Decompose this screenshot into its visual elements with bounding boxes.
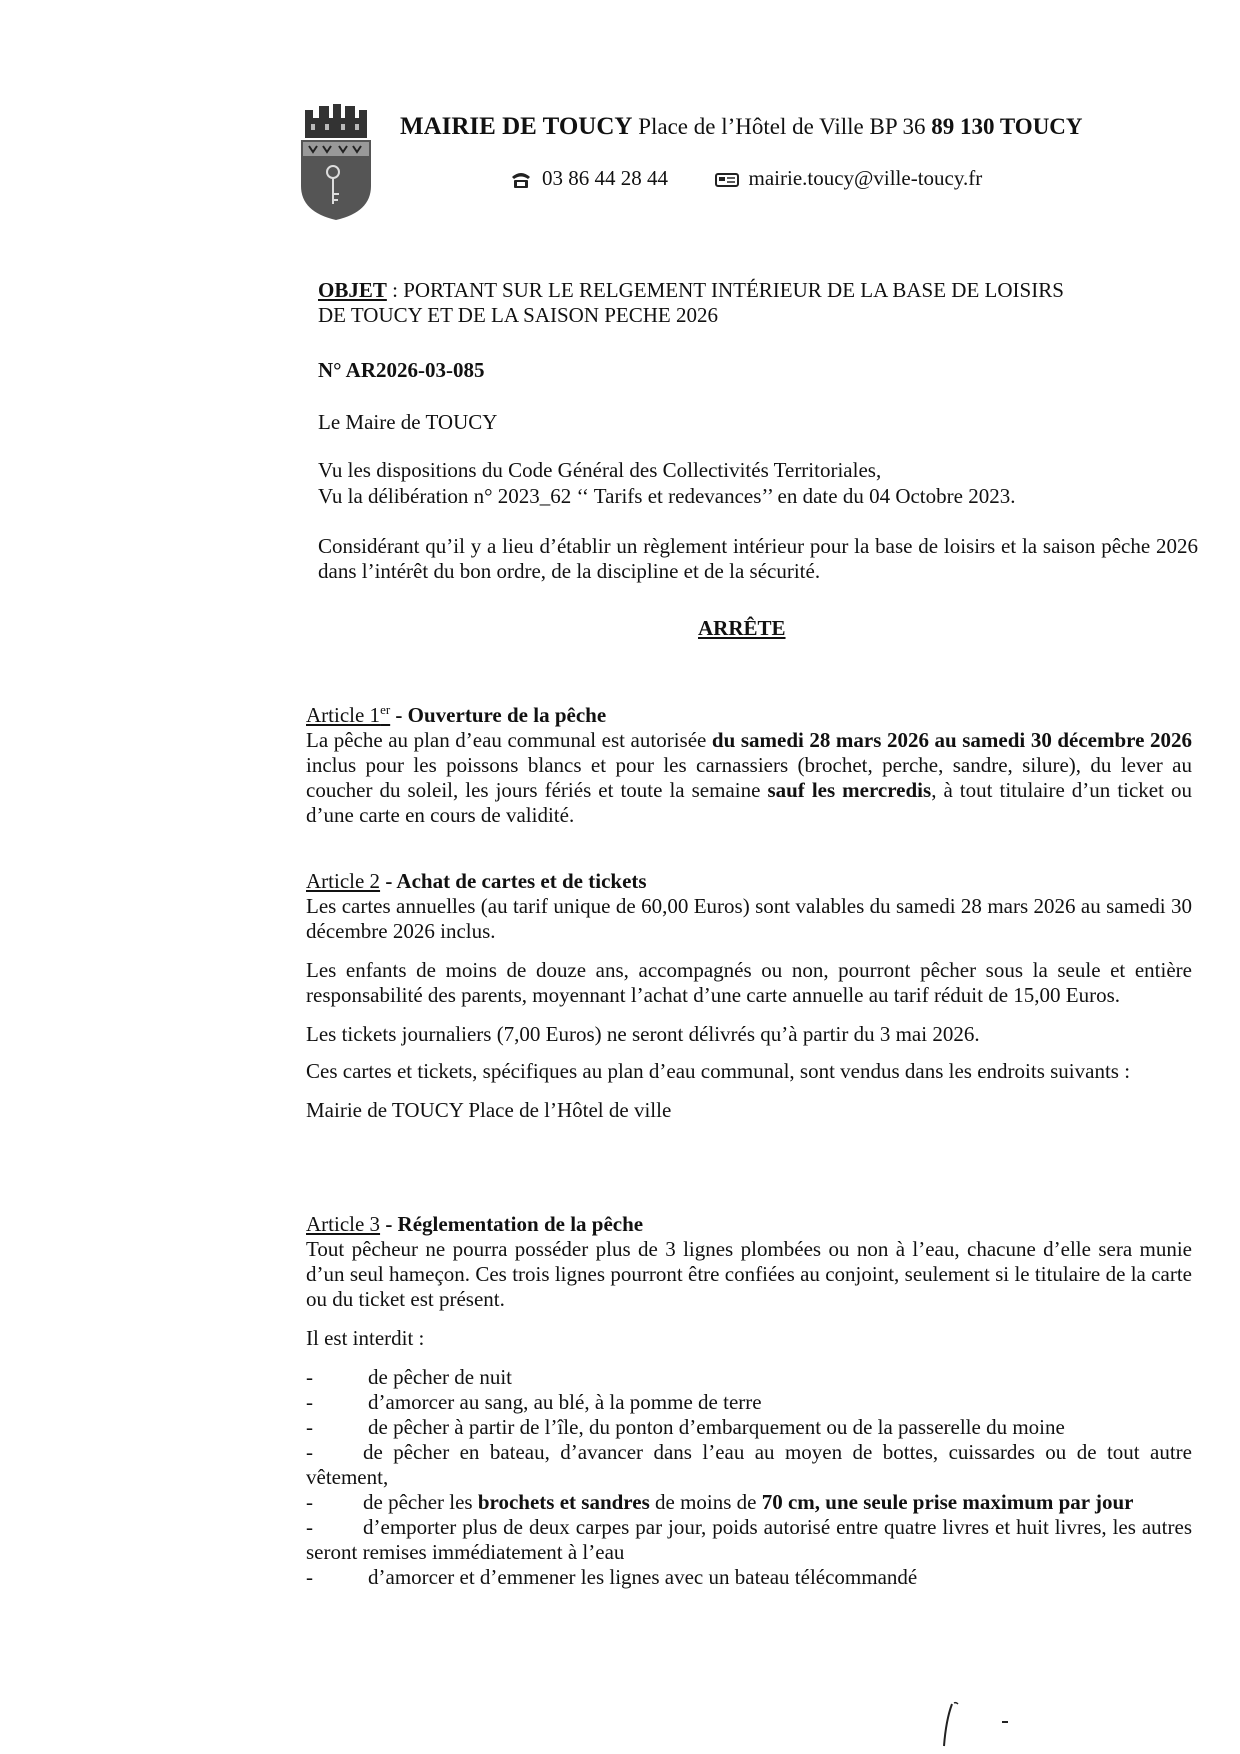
coat-of-arms-icon bbox=[297, 104, 375, 222]
email-address: mairie.toucy@ville-toucy.fr bbox=[748, 166, 983, 190]
list-item: - d’amorcer au sang, au blé, à la pomme de terre bbox=[306, 1390, 762, 1414]
considerant: Considérant qu’il y a lieu d’établir un règlement intérieur pour la base de loisirs et la saison pêche 2026 dans l’intérêt du bon ordre, de la discipline et de la sécurité. bbox=[318, 534, 1198, 583]
article-1-title: - Ouverture de la pêche bbox=[390, 703, 607, 727]
phone-icon bbox=[510, 171, 532, 189]
list-item: - d’amorcer et d’emmener les lignes avec un bateau télécommandé bbox=[306, 1565, 918, 1589]
article-2-label: Article 2 bbox=[306, 869, 381, 893]
article-2-para-1: Les cartes annuelles (au tarif unique de 60,00 Euros) sont valables du samedi 28 mars 2026 au samedi 30 décembre 2026 inclus. bbox=[306, 894, 1192, 943]
forbidden-list bbox=[306, 1365, 1192, 1590]
mail-icon bbox=[715, 172, 739, 188]
list-item: - de pêcher en bateau, d’avancer dans l’eau au moyen de bottes, cuissardes ou de tout autre vêtement, bbox=[306, 1440, 1192, 1489]
article-2-heading bbox=[306, 869, 1192, 894]
article-1-heading bbox=[306, 697, 1192, 728]
town-title: MAIRIE DE TOUCY bbox=[400, 113, 633, 140]
address: Place de l’Hôtel de Ville BP 36 bbox=[638, 114, 926, 139]
article-1-label: Article 1er bbox=[306, 702, 391, 727]
article-2-para-4: Ces cartes et tickets, spécifiques au plan d’eau communal, sont vendus dans les endroits suivants : bbox=[306, 1059, 1131, 1083]
subject-text-line1: : PORTANT SUR LE RELGEMENT INTÉRIEUR DE LA BASE DE LOISIRS bbox=[386, 278, 1064, 302]
phone-number: 03 86 44 28 44 bbox=[542, 166, 668, 190]
subject-text-line2: DE TOUCY ET DE LA SAISON PECHE 2026 bbox=[318, 303, 718, 327]
article-3-heading bbox=[306, 1212, 1192, 1237]
list-item: - de pêcher de nuit bbox=[306, 1365, 513, 1389]
header-title bbox=[400, 114, 1083, 139]
article-3 bbox=[306, 1212, 1192, 1590]
list-item: - de pêcher les brochets et sandres de moins de 70 cm, une seule prise maximum par jour bbox=[306, 1490, 1134, 1514]
article-3-label: Article 3 bbox=[306, 1212, 381, 1236]
postcode-town: 89 130 TOUCY bbox=[931, 114, 1083, 139]
decree-heading: ARRÊTE bbox=[698, 616, 786, 640]
subject-label: OBJET bbox=[318, 278, 387, 302]
article-2-para-5: Mairie de TOUCY Place de l’Hôtel de ville bbox=[306, 1098, 672, 1122]
article-1 bbox=[306, 697, 1192, 828]
handwritten-mark bbox=[940, 1700, 1020, 1750]
article-3-para-1: Tout pêcheur ne pourra posséder plus de 3 lignes plombées ou non à l’eau, chacune d’elle sera munie d’un seul hameçon. Ces trois lignes pourront être confiées au conjoint, seulement si le titulaire de la carte ou du ticket est présent. bbox=[306, 1237, 1192, 1311]
reference-number: N° AR2026-03-085 bbox=[318, 358, 485, 382]
contact-line bbox=[510, 166, 982, 191]
article-2 bbox=[306, 869, 1192, 1123]
article-2-para-3: Les tickets journaliers (7,00 Euros) ne seront délivrés qu’à partir du 3 mai 2026. bbox=[306, 1022, 980, 1046]
list-item: - d’emporter plus de deux carpes par jour, poids autorisé entre quatre livres et huit livres, les autres seront remises immédiatement à l’eau bbox=[306, 1515, 1192, 1564]
subject bbox=[318, 278, 1198, 328]
vu-line-1: Vu les dispositions du Code Général des Collectivités Territoriales, bbox=[318, 458, 882, 482]
article-3-title: - Réglementation de la pêche bbox=[380, 1212, 644, 1236]
vu-line-2: Vu la délibération n° 2023_62 ‘‘ Tarifs et redevances’’ en date du 04 Octobre 2023. bbox=[318, 484, 1016, 508]
article-1-body: La pêche au plan d’eau communal est autorisée du samedi 28 mars 2026 au samedi 30 décembre 2026 inclus pour les poissons blancs et pour les carnassiers (brochet, perche, sandre, silure), du lever au coucher du soleil, les jours fériés et toute la semaine sauf les mercredis, à tout titulaire d’un ticket ou d’une carte en cours de validité. bbox=[306, 728, 1192, 827]
forbidden-intro: Il est interdit : bbox=[306, 1326, 425, 1350]
article-2-para-2: Les enfants de moins de douze ans, accompagnés ou non, pourront pêcher sous la seule et entière responsabilité des parents, moyennant l’achat d’une carte annuelle au tarif réduit de 15,00 Euros. bbox=[306, 958, 1192, 1007]
article-2-title: - Achat de cartes et de tickets bbox=[380, 869, 647, 893]
list-item: - de pêcher à partir de l’île, du ponton d’embarquement ou de la passerelle du moine bbox=[306, 1415, 1065, 1439]
mayor-line: Le Maire de TOUCY bbox=[318, 410, 498, 434]
